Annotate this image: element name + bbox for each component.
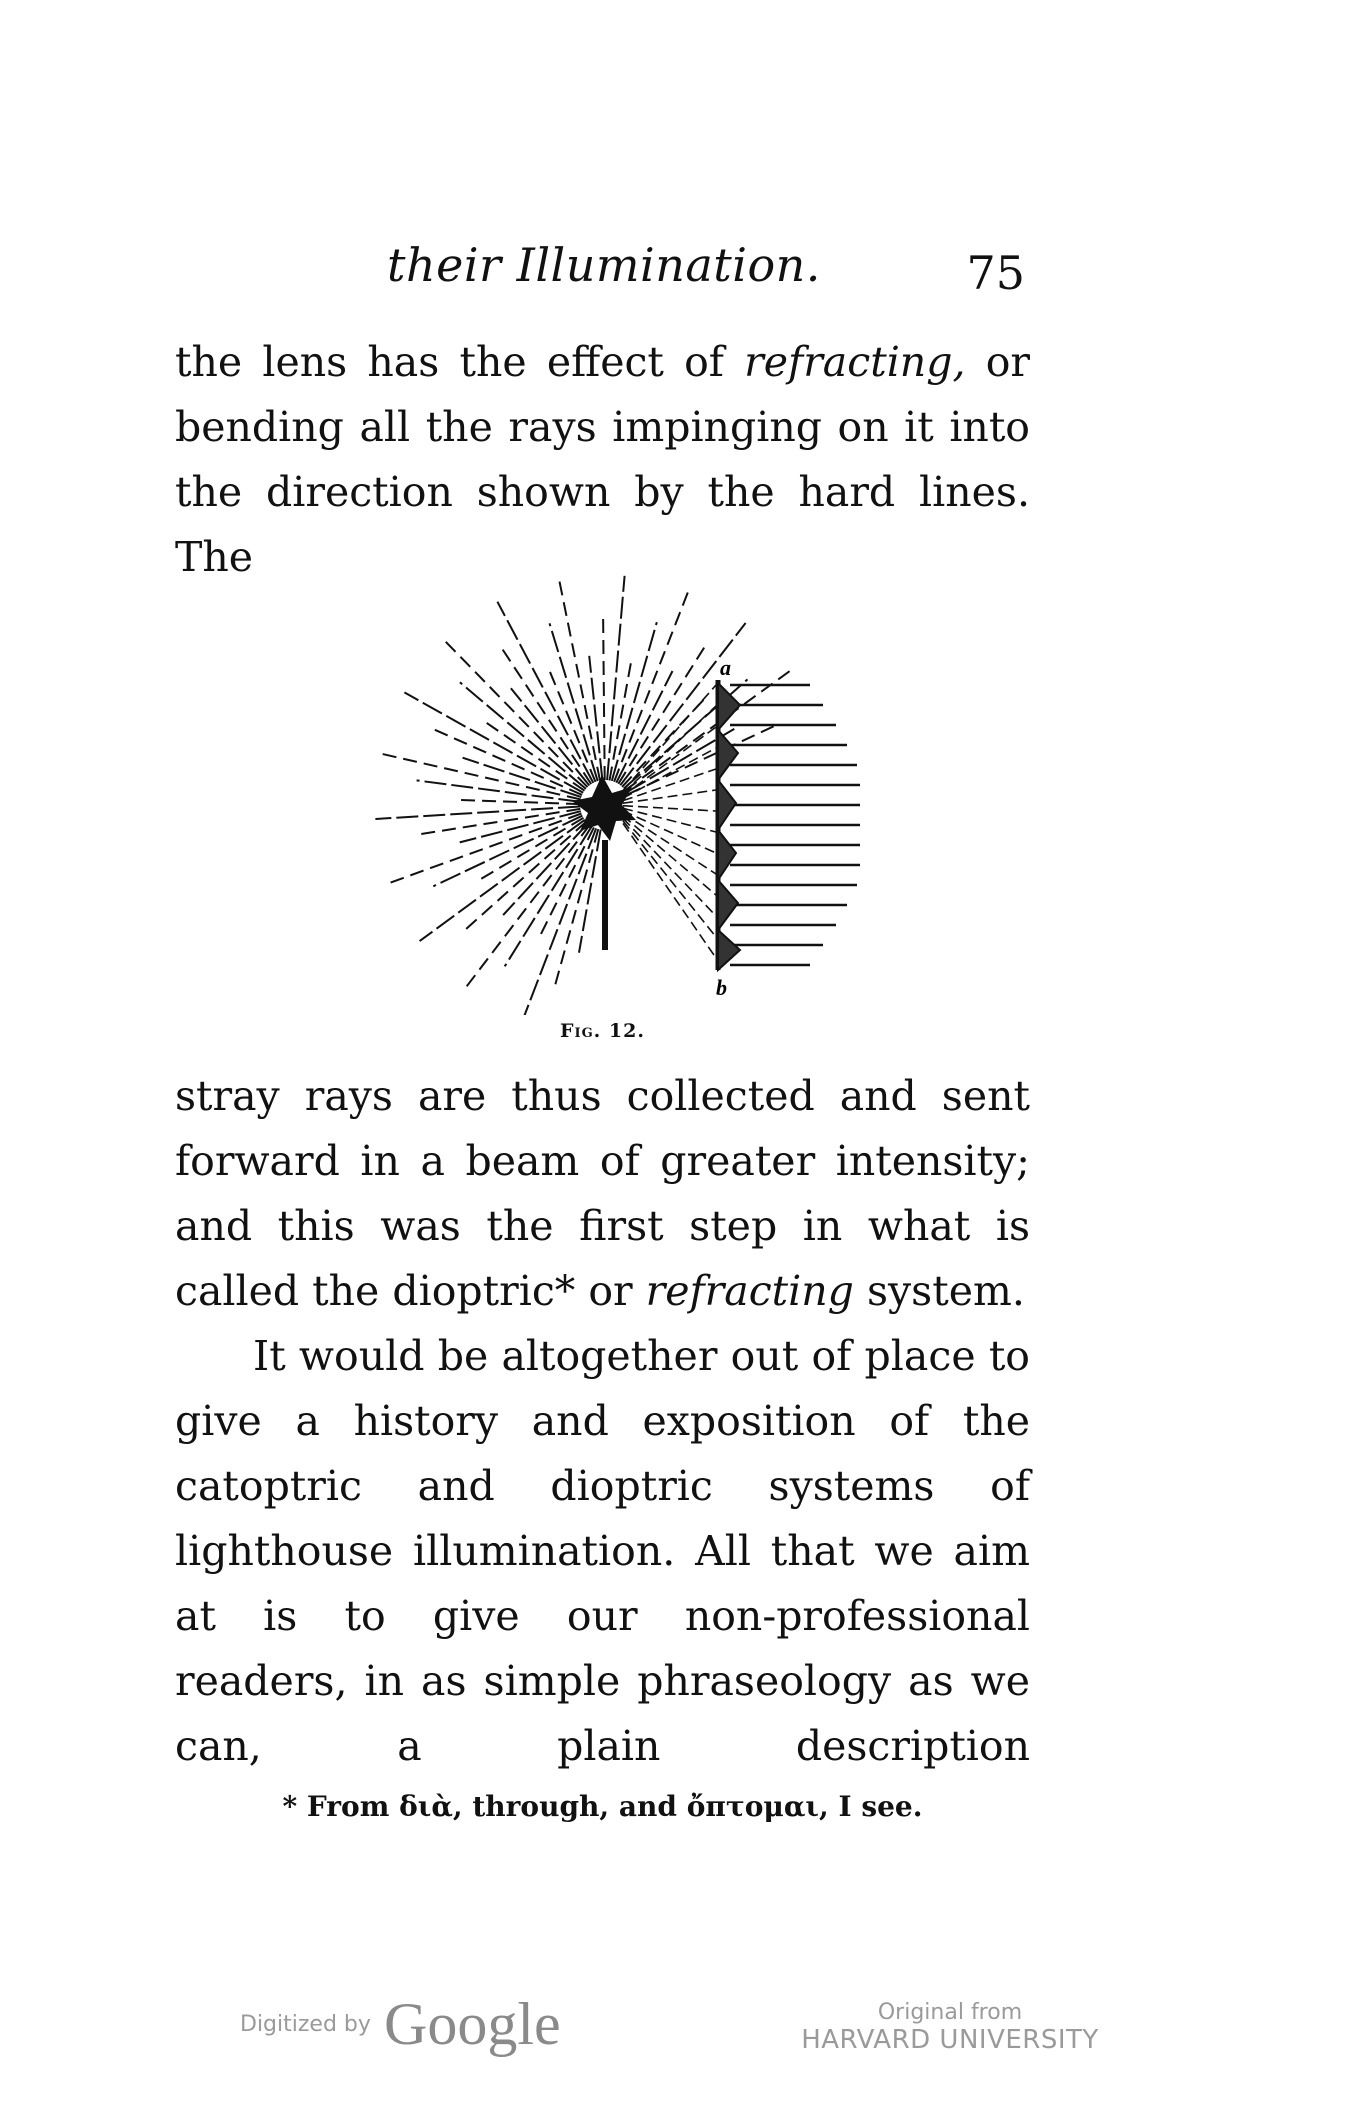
- original-source-text: HARVARD UNIVERSITY: [801, 2025, 1099, 2055]
- ray-to-lens: [623, 823, 716, 958]
- page-number: 75: [966, 246, 1025, 300]
- paragraph-2: [175, 1064, 1030, 1324]
- paragraph-3: It would be altogether out of place to give a history and exposition of the catoptric and dioptric systems of lighthouse illumination. All that we aim at is to give our non-professional readers, in as simple phraseology as we can, a plain description: [175, 1332, 1030, 1770]
- figure-caption: Fig. 12.: [560, 1020, 645, 1042]
- paragraph-1-text-after: or bending all the rays impinging on it into the direction shown by the hard lines. The: [175, 338, 1030, 581]
- ray-line: [497, 602, 593, 783]
- original-from-text: Original from: [877, 2000, 1023, 2025]
- paragraph-2-text-before: stray rays are thus collected and sent forward in a beam of greater intensity; and this was the first step in what is called the dioptric* or: [175, 1072, 1030, 1315]
- ray-line: [460, 811, 581, 842]
- parallel-beams: [730, 685, 860, 965]
- ray-line: [455, 800, 580, 804]
- digitized-by-text: Digitized by: [240, 2012, 371, 2037]
- ray-line: [463, 822, 586, 932]
- paragraph-2-text-after: system.: [853, 1267, 1025, 1315]
- ray-line: [460, 682, 586, 789]
- label-a: a: [720, 655, 731, 680]
- digitized-by-watermark: [240, 1990, 561, 2070]
- ray-to-lens: [623, 806, 716, 811]
- ray-line: [381, 754, 581, 800]
- ray-line: [559, 580, 600, 781]
- ray-line: [466, 825, 590, 988]
- label-b: b: [716, 975, 727, 1000]
- ray-to-lens: [623, 706, 716, 793]
- paragraph-1-text-before: the lens has the effect of: [175, 338, 745, 386]
- running-head: [175, 238, 1035, 308]
- footnote: * From διὰ, through, and ὄπτομαι, I see.: [282, 1790, 923, 1823]
- ray-to-lens: [623, 790, 716, 803]
- ray-to-lens: [623, 821, 716, 937]
- ray-line: [538, 827, 594, 939]
- ray-line: [375, 807, 580, 820]
- google-logo: Google: [384, 1991, 561, 2057]
- ray-line: [579, 830, 601, 953]
- lamp-source: [572, 775, 636, 950]
- original-from-watermark: [800, 2000, 1100, 2055]
- ray-line: [404, 692, 583, 792]
- figure-lens-diagram: [340, 525, 860, 1015]
- ray-to-lens: [623, 818, 716, 916]
- ray-line: [603, 615, 605, 780]
- paragraph-2-emphasis: refracting: [645, 1267, 854, 1315]
- paragraph-1-emphasis: refracting,: [744, 338, 966, 386]
- running-title: their Illumination.: [387, 238, 821, 292]
- lens-refraction-diagram: [340, 525, 860, 1015]
